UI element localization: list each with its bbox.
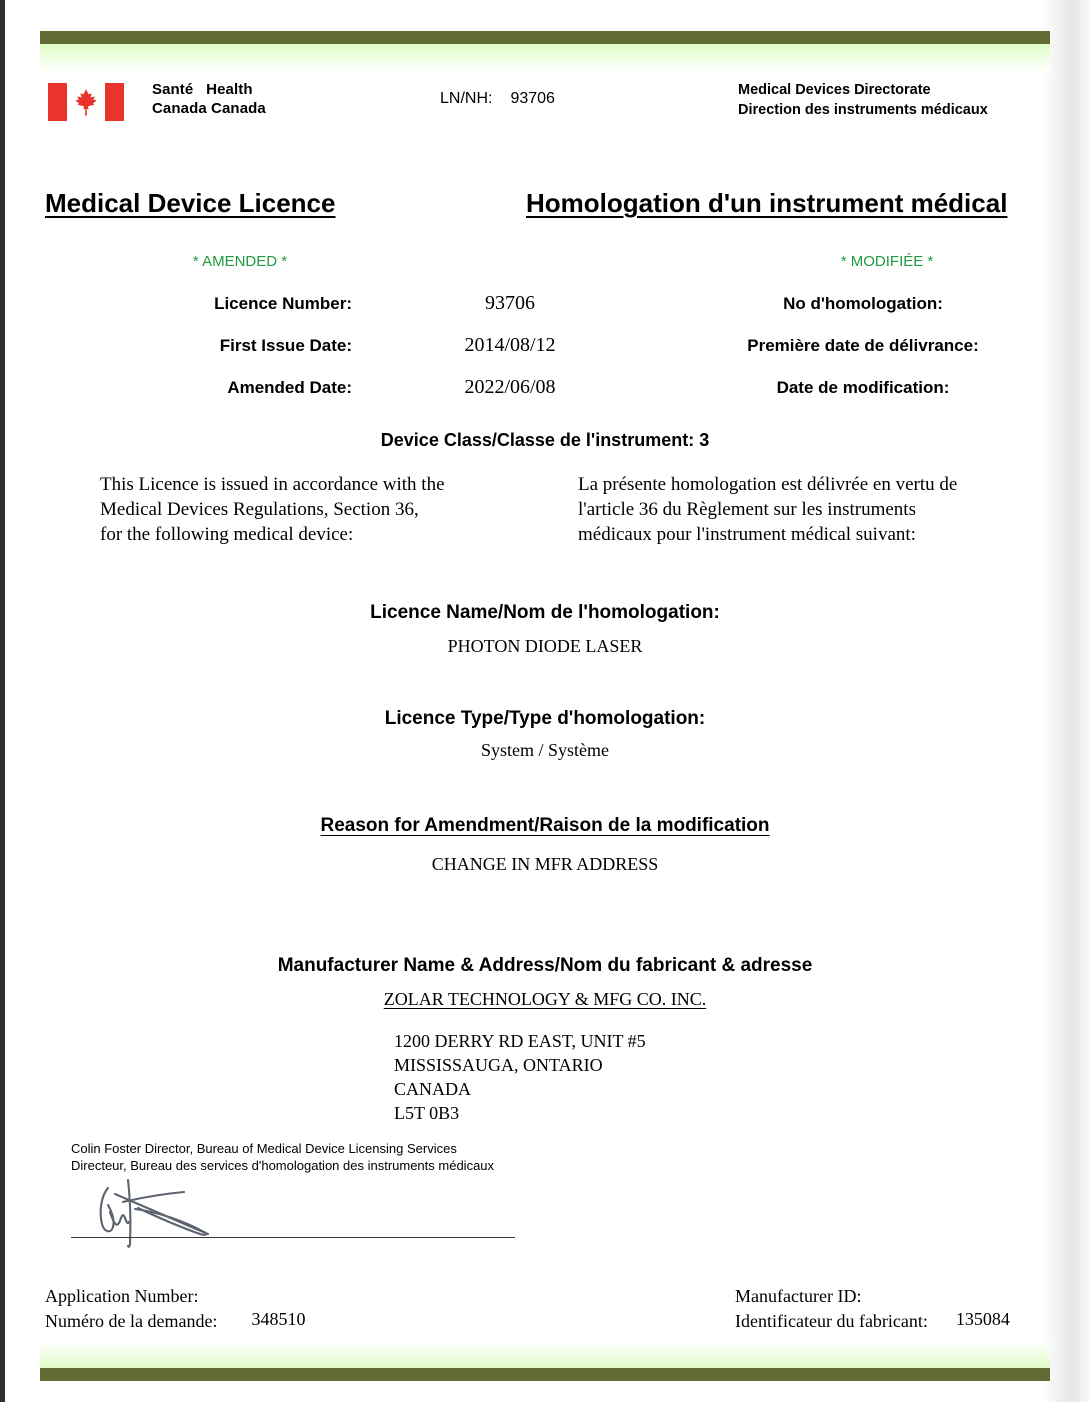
address-line-3: CANADA: [394, 1079, 472, 1099]
top-green-bar: [40, 31, 1050, 44]
manufacturer-id-value: 135084: [955, 1309, 1010, 1329]
device-class-line: Device Class/Classe de l'instrument: 3: [380, 430, 710, 450]
canada-flag-icon: [48, 80, 124, 124]
application-number-block: [45, 1284, 305, 1334]
detail-value: 2014/08/12: [464, 334, 556, 356]
detail-value: 2022/06/08: [464, 376, 556, 398]
reason-value: CHANGE IN MFR ADDRESS: [431, 854, 659, 874]
signature-rule: [71, 1237, 515, 1238]
signatory-line-1: Colin Foster Director, Bureau of Medical Device Licensing Services: [71, 1141, 457, 1156]
detail-row: [0, 292, 1090, 334]
detail-label-fr: Date de modification:: [776, 378, 950, 397]
detail-value: 93706: [485, 292, 535, 314]
lnnh-label: LN/NH:: [440, 90, 493, 107]
issuance-fr-line-1: La présente homologation est délivrée en vertu de: [578, 474, 958, 495]
amended-badge-en: * AMENDED *: [192, 253, 288, 270]
page-title-en: Medical Device Licence: [45, 188, 336, 218]
application-label-en: Application Number:: [45, 1286, 199, 1306]
manufacturer-heading: Manufacturer Name & Address/Nom du fabricant & adresse: [277, 955, 813, 976]
address-line-1: 1200 DERRY RD EAST, UNIT #5: [394, 1031, 646, 1051]
wordmark-line-1: Santé Health: [152, 81, 253, 98]
detail-row: [0, 376, 1090, 418]
detail-row: [0, 334, 1090, 376]
manufacturer-id-labels: [735, 1284, 928, 1334]
issuance-en-line-1: This Licence is issued in accordance with the: [100, 474, 445, 495]
signature-icon: [80, 1172, 280, 1250]
manufacturer-id-label-fr: Identificateur du fabricant:: [735, 1311, 928, 1331]
issuance-en-line-2: Medical Devices Regulations, Section 36,: [100, 499, 419, 520]
detail-label-en: Amended Date:: [227, 378, 352, 397]
reason-heading: Reason for Amendment/Raison de la modification: [320, 815, 770, 836]
issuance-fr-line-3: médicaux pour l'instrument médical suivant:: [578, 524, 916, 545]
address-line-4: L5T 0B3: [394, 1103, 460, 1123]
wordmark-line-2: Canada Canada: [152, 100, 266, 117]
application-number-labels: [45, 1284, 217, 1334]
detail-label-en: Licence Number:: [214, 294, 352, 313]
issuance-paragraph-fr: [578, 472, 957, 547]
manufacturer-id-label-en: Manufacturer ID:: [735, 1286, 862, 1306]
directorate-fr: Direction des instruments médicaux: [738, 102, 988, 118]
page-right-edge-shadow: [1042, 0, 1090, 1402]
detail-label-fr: Première date de délivrance:: [747, 336, 979, 355]
manufacturer-address: [394, 1029, 646, 1125]
manufacturer-name-text: ZOLAR TECHNOLOGY & MFG CO. INC.: [383, 989, 707, 1009]
detail-label-fr: No d'homologation:: [783, 294, 943, 313]
manufacturer-name: [0, 989, 1090, 1010]
address-line-2: MISSISSAUGA, ONTARIO: [394, 1055, 603, 1075]
lnnh-value: 93706: [510, 90, 555, 107]
issuance-en-line-3: for the following medical device:: [100, 524, 354, 545]
page-title-fr: Homologation d'un instrument médical: [526, 188, 1008, 218]
top-green-fade: [40, 44, 1050, 74]
issuance-paragraph-en: [100, 472, 445, 547]
bottom-green-fade: [40, 1341, 1050, 1368]
detail-label-en: First Issue Date:: [219, 336, 352, 355]
issuance-fr-line-2: l'article 36 du Règlement sur les instruments: [578, 499, 916, 520]
licence-details: [0, 292, 1090, 418]
directorate-block: [738, 80, 988, 120]
health-canada-wordmark: [152, 80, 266, 118]
licence-type-heading: Licence Type/Type d'homologation:: [384, 708, 706, 729]
bottom-green-bar: [40, 1368, 1050, 1381]
signatory-line-2: Directeur, Bureau des services d'homologation des instruments médicaux: [71, 1158, 495, 1173]
signatory-title: [71, 1140, 494, 1174]
licence-name-value: PHOTON DIODE LASER: [447, 636, 643, 656]
manufacturer-id-block: [735, 1284, 1010, 1334]
licence-type-value: System / Système: [480, 740, 609, 760]
application-label-fr: Numéro de la demande:: [45, 1311, 218, 1331]
page-left-edge: [0, 0, 5, 1402]
licence-number-header: [440, 90, 700, 108]
licence-name-heading: Licence Name/Nom de l'homologation:: [370, 602, 720, 623]
amended-badge-fr: * MODIFIÉE *: [840, 253, 934, 270]
application-number-value: 348510: [251, 1309, 306, 1329]
directorate-en: Medical Devices Directorate: [738, 82, 931, 98]
